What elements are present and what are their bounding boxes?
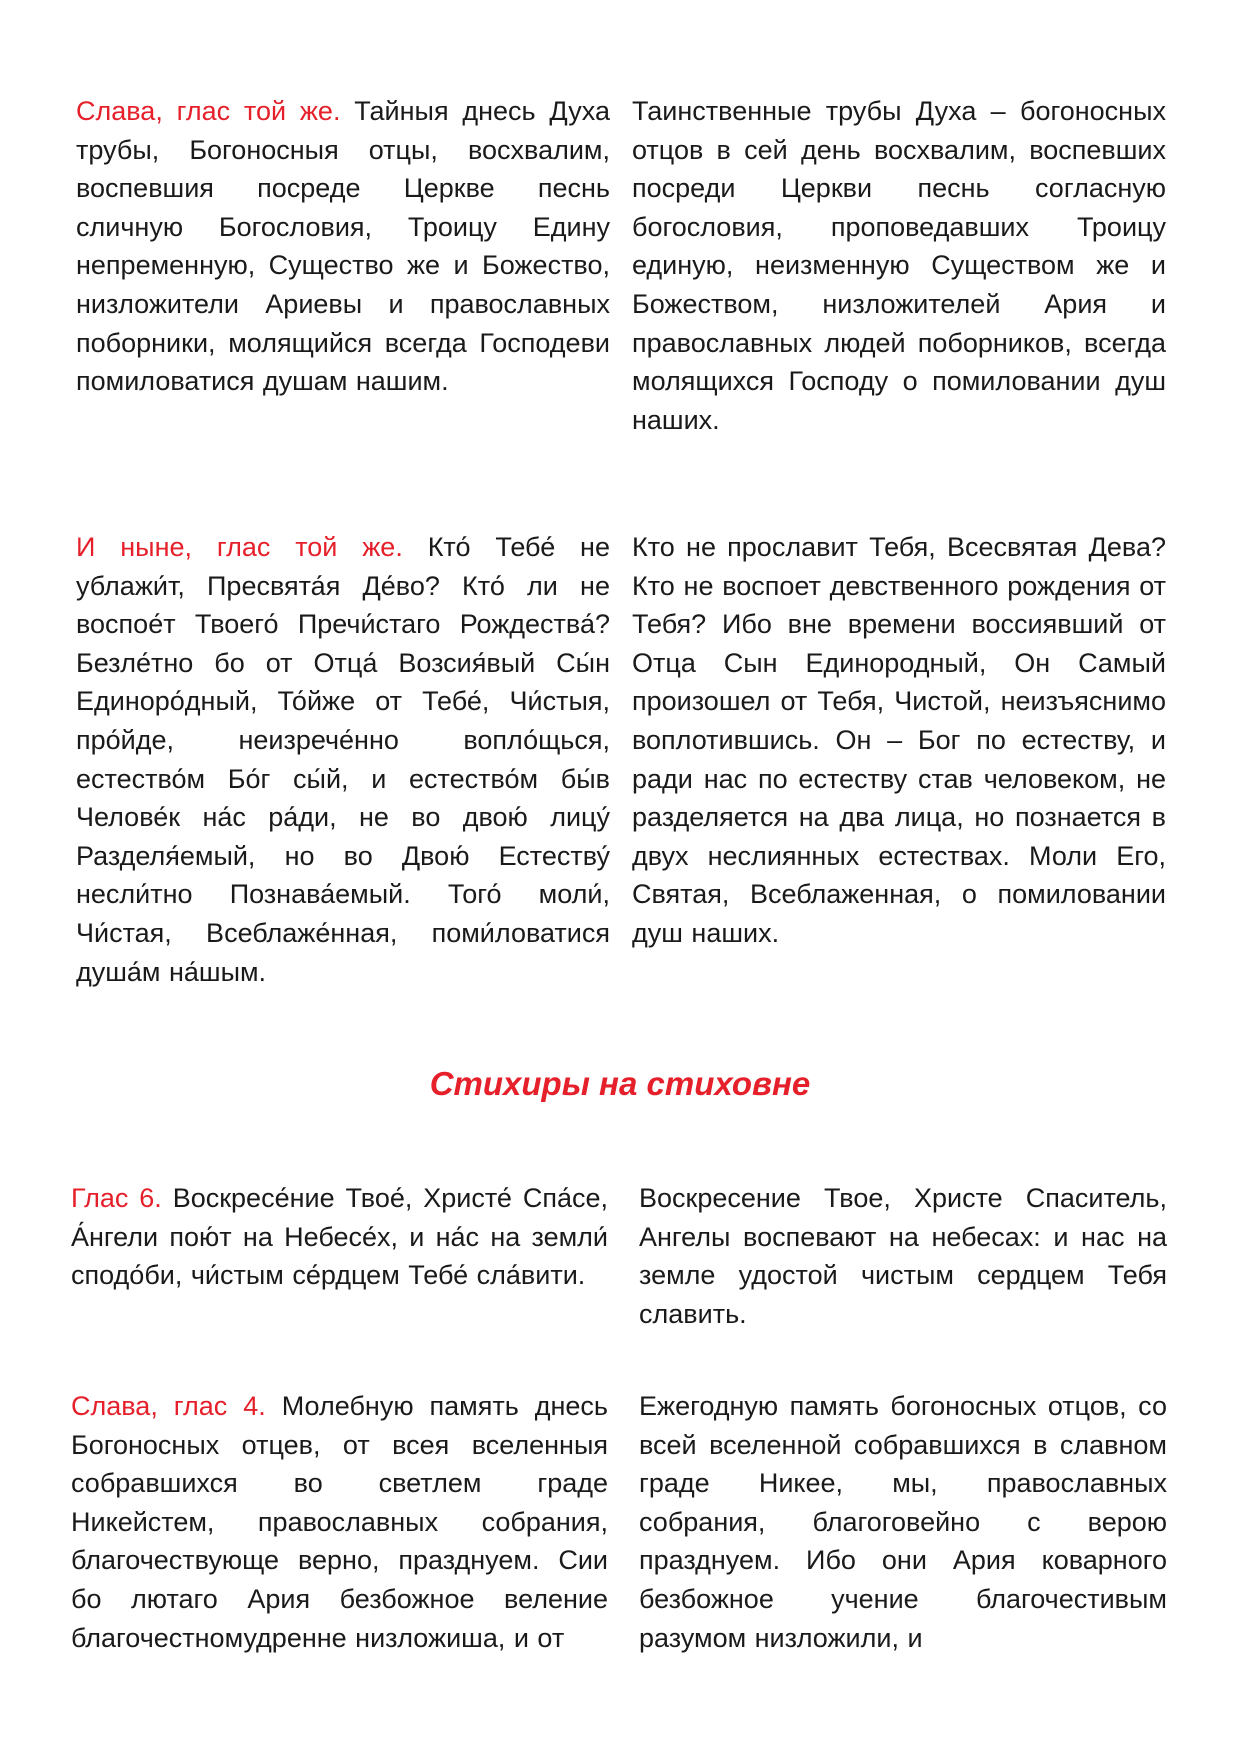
church-slavonic-column <box>71 1387 608 1705</box>
russian-translation-text: Воскресение Твое, Христе Спаситель, Ангелы воспевают на небесах: и нас на земле удостой чистым сердцем Тебя славить. <box>639 1183 1167 1329</box>
russian-translation-column <box>639 1179 1167 1333</box>
church-slavonic-text: Молебную память днесь Богоносных отцев, от всея вселенныя собравшихся во светлем граде Никейстем, православных собрания, благочествующе верно, празднуем. Сии бо лютаго Ария безбожное веление благочестномудренне низложиша, и от <box>71 1391 608 1653</box>
stichera-glas6-row <box>71 1179 1167 1333</box>
church-slavonic-text: Тайныя днесь Духа трубы, Богоносныя отцы, восхвалим, воспевшия посреде Церкве песнь сличную Богословия, Троицу Едину непременную, Существо же и Божество, низложители Ариевы и православных поборники, молящийся всегда Господеви помиловатися душам нашим. <box>76 96 610 397</box>
church-slavonic-text: Воскресе́ние Твое́, Христе́ Спа́се, А́нгели пою́т на Небесе́х, и на́с на земли́ сподо́би, чи́стым се́рдцем Тебе́ сла́вити. <box>71 1183 608 1291</box>
section-heading: Стихиры на стиховне <box>429 1065 811 1102</box>
russian-translation-column <box>639 1387 1167 1705</box>
church-slavonic-column <box>71 1179 608 1333</box>
rubric-label: Слава, глас 4. <box>71 1391 266 1421</box>
russian-translation-text: Таинственные трубы Духа – богоносных отцов в сей день восхвалим, воспевших посреди Церкви песнь согласную богословия, проповедавших Троицу единую, неизменную Существом же и Божеством, низложителей Ария и православных людей поборников, всегда молящихся Господу о помиловании душ наших. <box>632 96 1166 435</box>
rubric-label: Глас 6. <box>71 1183 162 1213</box>
russian-translation-text: Кто не прославит Тебя, Всесвятая Дева? Кто не воспоет девственного рождения от Тебя? Ибо вне времени воссиявший от Отца Сын Единородный, Он Самый произошел от Тебя, Чистой, неизъяснимо воплотившись. Он – Бог по естеству, и ради нас по естеству став человеком, не разделяется на два лица, но познается в двух неслиянных естествах. Моли Его, Святая, Всеблаженная, о помиловании душ наших. <box>632 532 1166 948</box>
russian-translation-column <box>632 92 1166 439</box>
russian-translation-text: Ежегодную память богоносных отцов, со всей вселенной собравшихся в славном граде Никее, мы, православных собрания, благоговейно с верою празднуем. Ибо они Ария коварного безбожное учение благочестивым разумом низложили, и <box>639 1391 1167 1653</box>
russian-translation-column <box>632 528 1166 991</box>
church-slavonic-column <box>76 92 610 439</box>
rubric-label: И ныне, глас той же. <box>76 532 403 562</box>
church-slavonic-column <box>76 528 610 991</box>
rubric-label: Слава, глас той же. <box>76 96 341 126</box>
stichera-slava-row <box>76 92 1166 439</box>
church-slavonic-text: Кто́ Тебе́ не ублажи́т, Пресвята́я Де́во? Кто́ ли не воспое́т Твоего́ Пречи́стаго Рождества́? Безле́тно бо от Отца́ Возсия́вый Сы́н Единоро́дный, То́йже от Тебе́, Чи́стыя, про́йде, неизрече́нно вопло́щься, естество́м Бо́г сы́й, и естество́м бы́в Челове́к на́с ра́ди, не во двою́ лицу́ Разделя́емый, но во Двою́ Естеству́ несли́тно Познава́емый. Того́ моли́, Чи́стая, Всеблаже́нная, поми́ловатися душа́м на́шым. <box>76 532 610 987</box>
stichera-i-nyne-row <box>76 528 1166 991</box>
stichera-slava-glas4-row <box>71 1387 1167 1705</box>
